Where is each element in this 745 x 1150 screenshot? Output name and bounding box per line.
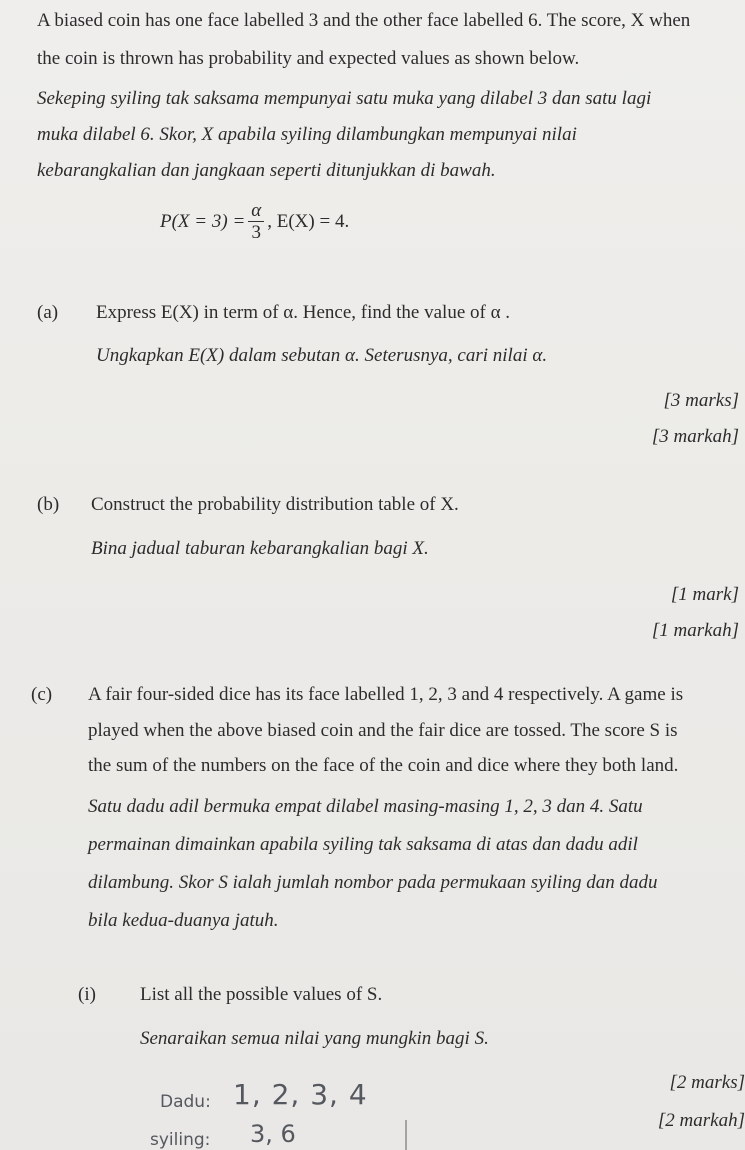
handwritten-dice-label: Dadu: [160,1092,211,1112]
part-c-ms-line-1: Satu dadu adil bermuka empat dilabel masing-masing 1, 2, 3 dan 4. Satu [88,796,643,817]
part-b-label: (b) [37,494,60,515]
part-b-en: Construct the probability distribution table of X. [91,494,459,515]
part-b-ms: Bina jadual taburan kebarangkalian bagi X. [91,538,429,559]
handwritten-coin-values: 3, 6 [250,1120,296,1148]
formula-expectation: , E(X) = 4. [267,211,350,232]
formula-numerator: α [248,201,264,222]
part-c-en-line-1: A fair four-sided dice has its face labelled 1, 2, 3 and 4 respectively. A game is [88,684,684,705]
intro-ms-line-3: kebarangkalian dan jangkaan seperti ditunjukkan di bawah. [37,160,496,181]
pencil-mark [405,1120,407,1150]
formula-prob-left: P(X = 3) = [160,211,246,232]
part-c-i-label: (i) [78,984,96,1005]
part-c-i-en: List all the possible values of S. [140,984,383,1005]
part-c-label: (c) [31,684,53,705]
part-c-i-marks-en: [2 marks] [669,1072,745,1093]
formula-fraction [248,201,264,244]
part-c-en-line-2: played when the above biased coin and the fair dice are tossed. The score S is [88,720,678,741]
formula [160,198,349,246]
part-b-marks-ms: [1 markah] [651,620,739,641]
part-a-marks-ms: [3 markah] [651,426,739,447]
part-c-i-ms: Senaraikan semua nilai yang mungkin bagi S. [140,1028,489,1049]
intro-en-line-1: A biased coin has one face labelled 3 and the other face labelled 6. The score, X when [37,10,691,31]
part-a-marks-en: [3 marks] [663,390,739,411]
part-c-ms-line-2: permainan dimainkan apabila syiling tak saksama di atas dan dadu adil [88,834,638,855]
part-a-label: (a) [37,302,59,323]
handwritten-coin-label: syiling: [150,1130,211,1150]
intro-ms-line-1: Sekeping syiling tak saksama mempunyai satu muka yang dilabel 3 dan satu lagi [37,88,652,109]
part-a-en: Express E(X) in term of α. Hence, find the value of α . [96,302,511,323]
intro-ms-line-2: muka dilabel 6. Skor, X apabila syiling dilambungkan mempunyai nilai [37,124,577,145]
part-b-marks-en: [1 mark] [670,584,739,605]
handwritten-dice-values: 1, 2, 3, 4 [233,1078,368,1111]
part-c-en-line-3: the sum of the numbers on the face of the coin and dice where they both land. [88,755,679,776]
part-a-ms: Ungkapkan E(X) dalam sebutan α. Seterusnya, cari nilai α. [96,345,548,366]
intro-en-line-2: the coin is thrown has probability and expected values as shown below. [37,48,580,69]
formula-denominator: 3 [251,222,261,244]
part-c-ms-line-3: dilambung. Skor S ialah jumlah nombor pada permukaan syiling dan dadu [88,872,658,893]
part-c-ms-line-4: bila kedua-duanya jatuh. [88,910,279,931]
part-c-i-marks-ms: [2 markah] [657,1110,745,1131]
